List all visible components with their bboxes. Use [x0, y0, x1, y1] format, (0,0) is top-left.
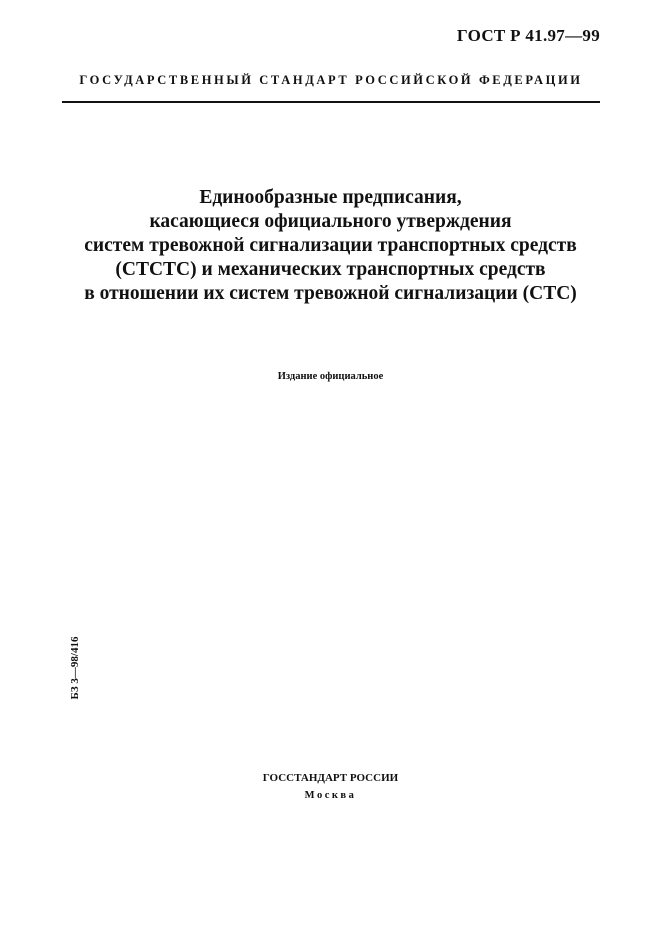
title-line: касающиеся официального утверждения — [149, 211, 512, 232]
edition-label: Издание официальное — [277, 371, 384, 382]
publisher-name: ГОССТАНДАРТ РОССИИ — [262, 772, 399, 784]
title-line: в отношении их систем тревожной сигнализации (СТС) — [84, 283, 577, 304]
state-standard-heading: ГОСУДАРСТВЕННЫЙ СТАНДАРТ РОССИЙСКОЙ ФЕДЕРАЦИИ — [79, 73, 583, 87]
title-line: (СТСТС) и механических транспортных средств — [115, 259, 546, 280]
title-line: Единообразные предписания, — [199, 187, 462, 208]
header-divider — [62, 101, 600, 103]
document-title — [40, 186, 621, 306]
publisher-city: Москва — [304, 790, 357, 801]
catalog-code: БЗ 3—98/416 — [69, 636, 81, 700]
title-line: систем тревожной сигнализации транспортных средств — [84, 235, 577, 256]
standard-number: ГОСТ Р 41.97—99 — [456, 26, 600, 45]
